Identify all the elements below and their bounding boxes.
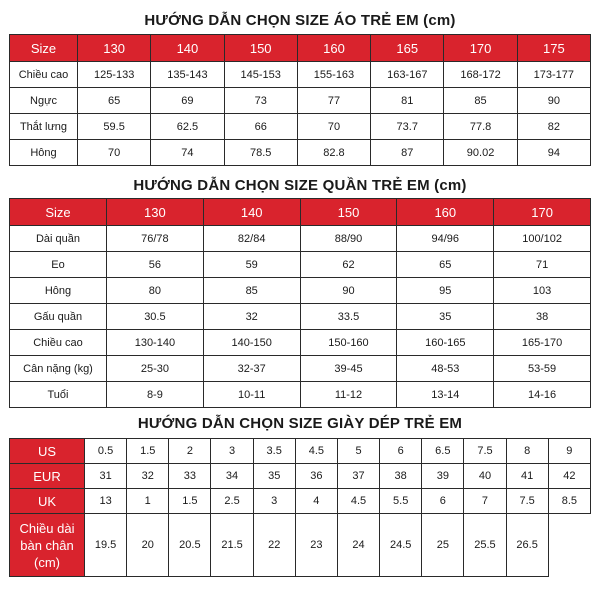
value-cell: 9 (548, 439, 590, 464)
value-cell: 70 (297, 114, 370, 140)
header-row (10, 35, 591, 62)
value-cell: 38 (494, 304, 591, 330)
value-cell: 31 (85, 464, 127, 489)
value-cell: 25 (422, 514, 464, 577)
value-cell: 39-45 (300, 356, 397, 382)
value-cell: 7.5 (506, 489, 548, 514)
value-cell: 1.5 (127, 439, 169, 464)
value-cell: 32-37 (203, 356, 300, 382)
value-cell: 32 (127, 464, 169, 489)
value-cell: 2 (169, 439, 211, 464)
table-row (10, 114, 591, 140)
header-size-cell: 165 (371, 35, 444, 62)
row-label: Chiều cao (10, 62, 78, 88)
value-cell: 3 (253, 489, 295, 514)
row-label: Chiều dài bàn chân (cm) (10, 514, 85, 577)
table-row (10, 382, 591, 408)
value-cell: 6.5 (422, 439, 464, 464)
value-cell: 90 (517, 88, 590, 114)
value-cell: 8.5 (548, 489, 590, 514)
value-cell: 70 (78, 140, 151, 166)
value-cell: 73 (224, 88, 297, 114)
header-row (10, 199, 591, 226)
row-label: Gấu quần (10, 304, 107, 330)
header-size-cell: 150 (300, 199, 397, 226)
value-cell: 23 (295, 514, 337, 577)
header-size-cell: 140 (151, 35, 224, 62)
value-cell: 19.5 (85, 514, 127, 577)
value-cell: 87 (371, 140, 444, 166)
value-cell: 6 (380, 439, 422, 464)
value-cell: 7 (464, 489, 506, 514)
table-row (10, 140, 591, 166)
value-cell: 77.8 (444, 114, 517, 140)
table-row (10, 514, 591, 577)
value-cell: 26.5 (506, 514, 548, 577)
value-cell: 168-172 (444, 62, 517, 88)
value-cell: 2.5 (211, 489, 253, 514)
value-cell: 66 (224, 114, 297, 140)
value-cell: 80 (107, 278, 204, 304)
header-size-cell: 170 (494, 199, 591, 226)
value-cell: 173-177 (517, 62, 590, 88)
table-row (10, 62, 591, 88)
value-cell: 39 (422, 464, 464, 489)
value-cell: 32 (203, 304, 300, 330)
value-cell: 95 (397, 278, 494, 304)
pants-size-table (9, 198, 591, 408)
row-label: Tuổi (10, 382, 107, 408)
value-cell: 62.5 (151, 114, 224, 140)
value-cell: 90.02 (444, 140, 517, 166)
value-cell: 1 (127, 489, 169, 514)
header-size-cell: 150 (224, 35, 297, 62)
table-row (10, 278, 591, 304)
row-label: Ngực (10, 88, 78, 114)
value-cell: 14-16 (494, 382, 591, 408)
value-cell: 77 (297, 88, 370, 114)
value-cell: 100/102 (494, 226, 591, 252)
value-cell: 20 (127, 514, 169, 577)
value-cell: 22 (253, 514, 295, 577)
row-label: US (10, 439, 85, 464)
value-cell: 35 (397, 304, 494, 330)
value-cell: 21.5 (211, 514, 253, 577)
value-cell: 82 (517, 114, 590, 140)
value-cell: 5.5 (380, 489, 422, 514)
value-cell: 82.8 (297, 140, 370, 166)
table-row (10, 464, 591, 489)
value-cell: 85 (203, 278, 300, 304)
value-cell: 130-140 (107, 330, 204, 356)
pants-size-title: HƯỚNG DẪN CHỌN SIZE QUẦN TRẺ EM (cm) (133, 177, 467, 194)
value-cell: 3 (211, 439, 253, 464)
shoe-size-title: HƯỚNG DẪN CHỌN SIZE GIÀY DÉP TRẺ EM (137, 415, 463, 432)
value-cell: 59 (203, 252, 300, 278)
header-size-cell: 160 (397, 199, 494, 226)
row-label: Thắt lưng (10, 114, 78, 140)
header-size-cell: 130 (107, 199, 204, 226)
table-row (10, 489, 591, 514)
table-row (10, 439, 591, 464)
header-size-cell: 130 (78, 35, 151, 62)
value-cell: 4.5 (295, 439, 337, 464)
value-cell: 34 (211, 464, 253, 489)
value-cell: 1.5 (169, 489, 211, 514)
row-label: Dài quần (10, 226, 107, 252)
table-row (10, 356, 591, 382)
value-cell: 140-150 (203, 330, 300, 356)
row-label: EUR (10, 464, 85, 489)
value-cell: 62 (300, 252, 397, 278)
value-cell: 78.5 (224, 140, 297, 166)
table-row (10, 88, 591, 114)
value-cell: 59.5 (78, 114, 151, 140)
table-row (10, 252, 591, 278)
value-cell: 5 (337, 439, 379, 464)
value-cell: 76/78 (107, 226, 204, 252)
value-cell: 8-9 (107, 382, 204, 408)
value-cell: 37 (337, 464, 379, 489)
value-cell: 24.5 (380, 514, 422, 577)
value-cell: 94/96 (397, 226, 494, 252)
value-cell: 56 (107, 252, 204, 278)
row-label: Hông (10, 278, 107, 304)
value-cell: 53-59 (494, 356, 591, 382)
value-cell: 33 (169, 464, 211, 489)
value-cell: 30.5 (107, 304, 204, 330)
value-cell: 20.5 (169, 514, 211, 577)
value-cell: 8 (506, 439, 548, 464)
value-cell: 7.5 (464, 439, 506, 464)
value-cell: 4 (295, 489, 337, 514)
table-row (10, 226, 591, 252)
value-cell: 155-163 (297, 62, 370, 88)
value-cell: 71 (494, 252, 591, 278)
value-cell: 94 (517, 140, 590, 166)
value-cell: 103 (494, 278, 591, 304)
value-cell: 25-30 (107, 356, 204, 382)
value-cell: 41 (506, 464, 548, 489)
value-cell: 24 (337, 514, 379, 577)
row-label: UK (10, 489, 85, 514)
value-cell: 163-167 (371, 62, 444, 88)
value-cell: 40 (464, 464, 506, 489)
table-row (10, 330, 591, 356)
value-cell: 25.5 (464, 514, 506, 577)
value-cell: 13-14 (397, 382, 494, 408)
header-size-label: Size (10, 35, 78, 62)
value-cell: 69 (151, 88, 224, 114)
value-cell: 74 (151, 140, 224, 166)
header-size-cell: 170 (444, 35, 517, 62)
value-cell: 13 (85, 489, 127, 514)
value-cell: 150-160 (300, 330, 397, 356)
value-cell: 3.5 (253, 439, 295, 464)
value-cell: 65 (78, 88, 151, 114)
shirt-size-table (9, 34, 591, 166)
value-cell: 10-11 (203, 382, 300, 408)
value-cell: 11-12 (300, 382, 397, 408)
header-size-cell: 140 (203, 199, 300, 226)
value-cell: 160-165 (397, 330, 494, 356)
value-cell: 48-53 (397, 356, 494, 382)
row-label: Cân nặng (kg) (10, 356, 107, 382)
value-cell: 42 (548, 464, 590, 489)
value-cell: 88/90 (300, 226, 397, 252)
value-cell: 90 (300, 278, 397, 304)
header-size-label: Size (10, 199, 107, 226)
row-label: Hông (10, 140, 78, 166)
value-cell: 35 (253, 464, 295, 489)
value-cell: 38 (380, 464, 422, 489)
value-cell: 4.5 (337, 489, 379, 514)
shoe-size-table (9, 438, 591, 577)
value-cell: 125-133 (78, 62, 151, 88)
value-cell: 33.5 (300, 304, 397, 330)
value-cell: 73.7 (371, 114, 444, 140)
value-cell: 145-153 (224, 62, 297, 88)
value-cell: 6 (422, 489, 464, 514)
value-cell: 65 (397, 252, 494, 278)
header-size-cell: 175 (517, 35, 590, 62)
shirt-size-title: HƯỚNG DẪN CHỌN SIZE ÁO TRẺ EM (cm) (144, 12, 456, 29)
table-row (10, 304, 591, 330)
value-cell: 82/84 (203, 226, 300, 252)
value-cell: 85 (444, 88, 517, 114)
row-label: Chiều cao (10, 330, 107, 356)
value-cell: 81 (371, 88, 444, 114)
row-label: Eo (10, 252, 107, 278)
value-cell: 135-143 (151, 62, 224, 88)
value-cell: 0.5 (85, 439, 127, 464)
value-cell: 165-170 (494, 330, 591, 356)
header-size-cell: 160 (297, 35, 370, 62)
value-cell: 36 (295, 464, 337, 489)
